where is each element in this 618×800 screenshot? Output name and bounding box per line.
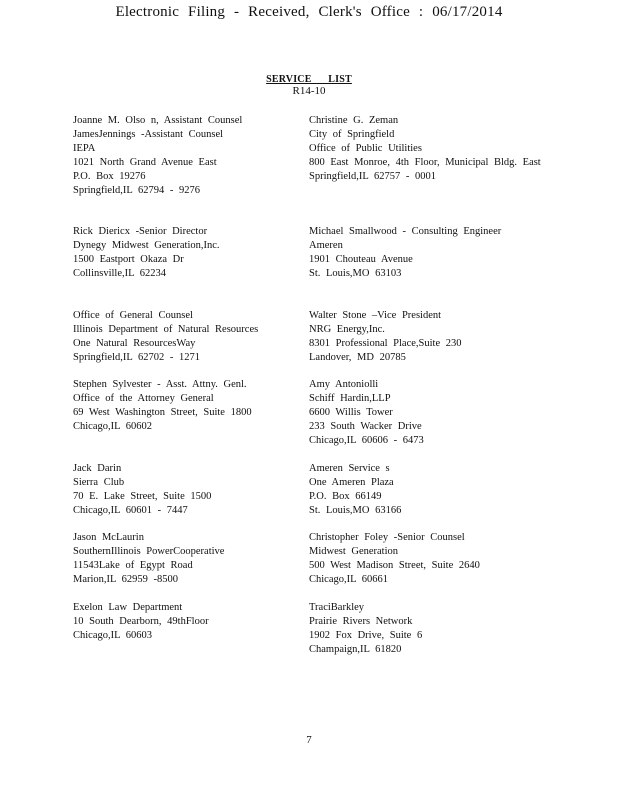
entry-line: 500 West Madison Street, Suite 2640 (309, 560, 480, 571)
entry-line: P.O. Box 19276 (73, 171, 146, 182)
entry-line: Collinsville,IL 62234 (73, 268, 167, 279)
service-entry (73, 462, 211, 518)
entry-line: Exelon Law Department (73, 602, 183, 613)
entry-line: Chicago,IL 60661 (309, 574, 389, 585)
entry-line: Prairie Rivers Network (309, 616, 413, 627)
entry-line: Ameren (309, 240, 343, 251)
entry-line: Springfield,IL 62757 - 0001 (309, 171, 437, 182)
entry-line: TraciBarkley (309, 602, 365, 613)
page-number: 7 (306, 734, 312, 746)
entry-line: Rick Diericx -Senior Director (73, 226, 208, 237)
entry-line: Ameren Service s (309, 463, 390, 474)
entry-line: Christine G. Zeman (309, 115, 399, 126)
service-entry (73, 309, 258, 365)
entry-line: P.O. Box 66149 (309, 491, 382, 502)
service-list-title (0, 74, 618, 97)
entry-line: Office of Public Utilities (309, 143, 422, 154)
service-entry (73, 225, 220, 281)
entry-line: Chicago,IL 60602 (73, 421, 153, 432)
entry-line: 6600 Willis Tower (309, 407, 393, 418)
entry-line: Office of the Attorney General (73, 393, 214, 404)
filing-stamp-header: Electronic Filing - Received, Clerk's Office : 06/17/2014 (115, 4, 503, 20)
service-entry (309, 601, 422, 657)
entry-line: Joanne M. Olso n, Assistant Counsel (73, 115, 243, 126)
entry-line: Jason McLaurin (73, 532, 144, 543)
entry-line: Springfield,IL 62702 - 1271 (73, 352, 201, 363)
service-entry (73, 601, 209, 643)
service-entry (309, 114, 541, 184)
service-entry (309, 462, 401, 518)
entry-line: St. Louis,MO 63103 (309, 268, 402, 279)
entry-line: 11543Lake of Egypt Road (73, 560, 193, 571)
service-list-label: SERVICE LIST (266, 74, 352, 85)
entry-line: Jack Darin (73, 463, 122, 474)
entry-line: One Ameren Plaza (309, 477, 394, 488)
entry-line: 233 South Wacker Drive (309, 421, 422, 432)
entry-line: Chicago,IL 60601 - 7447 (73, 505, 188, 516)
entry-line: Champaign,IL 61820 (309, 644, 402, 655)
entry-line: Amy Antoniolli (309, 379, 379, 390)
entry-line: SouthernIllinois PowerCooperative (73, 546, 225, 557)
entry-line: 1500 Eastport Okaza Dr (73, 254, 184, 265)
entry-line: City of Springfield (309, 129, 395, 140)
service-entry (309, 225, 501, 281)
entry-line: 69 West Washington Street, Suite 1800 (73, 407, 252, 418)
entry-line: One Natural ResourcesWay (73, 338, 196, 349)
service-entry (309, 378, 424, 448)
entry-line: Chicago,IL 60606 - 6473 (309, 435, 424, 446)
entry-line: 8301 Professional Place,Suite 230 (309, 338, 462, 349)
entry-line: Chicago,IL 60603 (73, 630, 153, 641)
entry-line: Christopher Foley -Senior Counsel (309, 532, 465, 543)
entry-line: Marion,IL 62959 -8500 (73, 574, 179, 585)
docket-number: R14-10 (292, 85, 326, 97)
service-entry (309, 309, 461, 365)
entry-line: 800 East Monroe, 4th Floor, Municipal Bldg. East (309, 157, 541, 168)
entry-line: Dynegy Midwest Generation,Inc. (73, 240, 220, 251)
entry-line: Office of General Counsel (73, 310, 193, 321)
entry-line: 10 South Dearborn, 49thFloor (73, 616, 209, 627)
entry-line: 70 E. Lake Street, Suite 1500 (73, 491, 212, 502)
entry-line: Springfield,IL 62794 - 9276 (73, 185, 201, 196)
entry-line: Midwest Generation (309, 546, 399, 557)
entry-line: IEPA (73, 143, 96, 154)
entry-line: Stephen Sylvester - Asst. Attny. Genl. (73, 379, 247, 390)
entry-line: Michael Smallwood - Consulting Engineer (309, 226, 502, 237)
entry-line: 1902 Fox Drive, Suite 6 (309, 630, 423, 641)
entry-line: 1901 Chouteau Avenue (309, 254, 413, 265)
entry-line: JamesJennings -Assistant Counsel (73, 129, 224, 140)
entry-line: Sierra Club (73, 477, 125, 488)
service-entry (73, 531, 224, 587)
service-entry (73, 378, 252, 434)
entry-line: Walter Stone –Vice President (309, 310, 442, 321)
entry-line: 1021 North Grand Avenue East (73, 157, 217, 168)
entry-line: NRG Energy,Inc. (309, 324, 385, 335)
entry-line: Schiff Hardin,LLP (309, 393, 391, 404)
service-entry (309, 531, 480, 587)
entry-line: Illinois Department of Natural Resources (73, 324, 259, 335)
entry-line: Landover, MD 20785 (309, 352, 406, 363)
entry-line: St. Louis,MO 63166 (309, 505, 402, 516)
service-entry (73, 114, 242, 198)
